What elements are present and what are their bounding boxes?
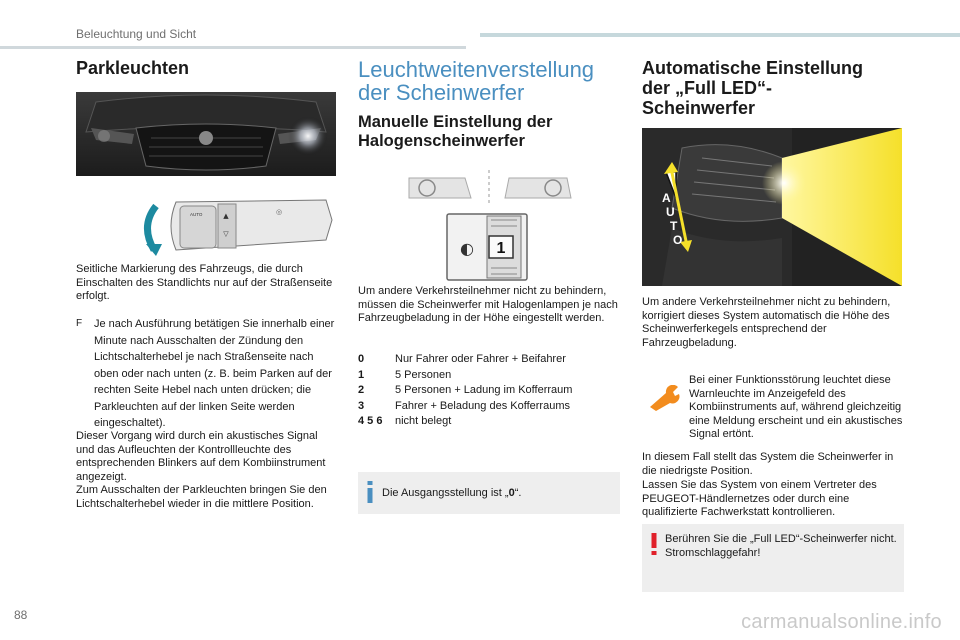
- auto-letter-o: O: [673, 233, 683, 247]
- svg-text:◎: ◎: [276, 208, 283, 216]
- parkleuchten-title: Parkleuchten: [76, 58, 190, 78]
- full-led-photo: [642, 128, 902, 286]
- leuchtweite-title: [358, 58, 618, 104]
- header-rule-left: [0, 46, 466, 49]
- svg-text:▽: ▽: [223, 230, 229, 238]
- col3-paragraph-3: Lassen Sie das System von einem Vertreter des PEUGEOT-Händlernetzes oder durch eine qualifizierte Fachwerkstatt kontrollieren.: [642, 479, 877, 518]
- full-led-title-line3: Scheinwerfer: [642, 98, 756, 118]
- warning-note-text: Berühren Sie die „Full LED“-Scheinwerfer nicht. Stromschlaggefahr!: [665, 533, 897, 559]
- full-led-title-line2: der „Full LED“-: [642, 78, 772, 98]
- stalk-auto-label: AUTO: [190, 212, 203, 217]
- col1-paragraph-3: Zum Ausschalten der Parkleuchten bringen Sie den Lichtschalterhebel wieder in die mittlere Position.: [76, 484, 327, 510]
- wrench-warning-text: Bei einer Funktionsstörung leuchtet diese Warnleuchte im Anzeigefeld des Kombiinstruments auf, während gleichzeitig eine Meldung erscheint und ein akustisches Signal ertönt.: [689, 374, 903, 440]
- col2-paragraph-1: Um andere Verkehrsteilnehmer nicht zu behindern, müssen die Scheinwerfer mit Halogenlampen je nach Fahrzeugbeladung in der Höhe eingestellt werden.: [358, 285, 618, 324]
- info-icon: [366, 481, 374, 503]
- svg-text:◐: ◐: [460, 239, 474, 258]
- col1-bullet: [76, 316, 338, 432]
- halogen-subtitle-line2: Halogenscheinwerfer: [358, 132, 525, 150]
- svg-text:▲: ▲: [223, 212, 229, 220]
- setting-row: 1 5 Personen: [358, 368, 452, 381]
- section-header: Beleuchtung und Sicht: [76, 27, 197, 41]
- leuchtweite-title-line1: Leuchtweitenverstellung: [358, 57, 595, 82]
- setting-row: 2 5 Personen + Ladung im Kofferraum: [358, 384, 573, 396]
- info-note-text: Die Ausgangsstellung ist „0“.: [382, 487, 522, 499]
- headlight-dial-illustration: [405, 168, 575, 284]
- leuchtweite-title-line2: der Scheinwerfer: [358, 80, 525, 105]
- page-number: 88: [14, 608, 28, 622]
- setting-row: 4 5 6 nicht belegt: [358, 415, 452, 427]
- header-rule-right: [480, 33, 960, 37]
- exclamation-icon: [650, 533, 658, 555]
- watermark: carmanualsonline.info: [741, 611, 942, 633]
- bullet-text: Je nach Ausführung betätigen Sie innerhalb einer Minute nach Ausschalten der Zündung den Lichtschalterhebel je nach Straßenseite nach oben oder nach unten (z. B. beim Parken auf der rechten Seite Hebel nach unten drücken; die Parkleuchten auf der linken Seite werden eingeschaltet).: [94, 318, 335, 429]
- full-led-title: [642, 58, 902, 118]
- halogen-subtitle: [358, 113, 618, 151]
- setting-row: 0 Nur Fahrer oder Fahrer + Beifahrer: [358, 353, 566, 365]
- auto-letter-t: T: [670, 219, 678, 233]
- auto-letter-a: A: [662, 191, 671, 205]
- setting-row: 3 Fahrer + Beladung des Kofferraums: [358, 399, 570, 412]
- dial-value: 1: [496, 240, 506, 257]
- load-settings-list: [358, 352, 572, 430]
- full-led-title-line1: Automatische Einstellung: [642, 58, 864, 78]
- warning-note: [642, 524, 904, 592]
- halogen-subtitle-line1: Manuelle Einstellung der: [358, 113, 553, 131]
- car-front-photo: [76, 92, 336, 176]
- bullet-marker: F: [76, 318, 83, 329]
- wrench-icon: [648, 385, 682, 411]
- col1-paragraph-1: Seitliche Markierung des Fahrzeugs, die durch Einschalten des Standlichts nur auf der Straßenseite erfolgt.: [76, 263, 333, 302]
- col1-paragraph-2: Dieser Vorgang wird durch ein akustisches Signal und das Aufleuchten der Kontrollleuchte des entsprechenden Blinkers auf dem Kombiinstrument angezeigt.: [76, 430, 326, 483]
- auto-letter-u: U: [666, 205, 675, 219]
- col3-paragraph-1: Um andere Verkehrsteilnehmer nicht zu behindern, korrigiert dieses System automatisch die Höhe des Scheinwerferkegels entsprechend der Fahrzeugbeladung.: [642, 296, 891, 349]
- light-stalk-illustration: [136, 192, 336, 258]
- col3-paragraph-2: In diesem Fall stellt das System die Scheinwerfer in die niedrigste Position.: [642, 451, 894, 477]
- info-note: [358, 472, 620, 514]
